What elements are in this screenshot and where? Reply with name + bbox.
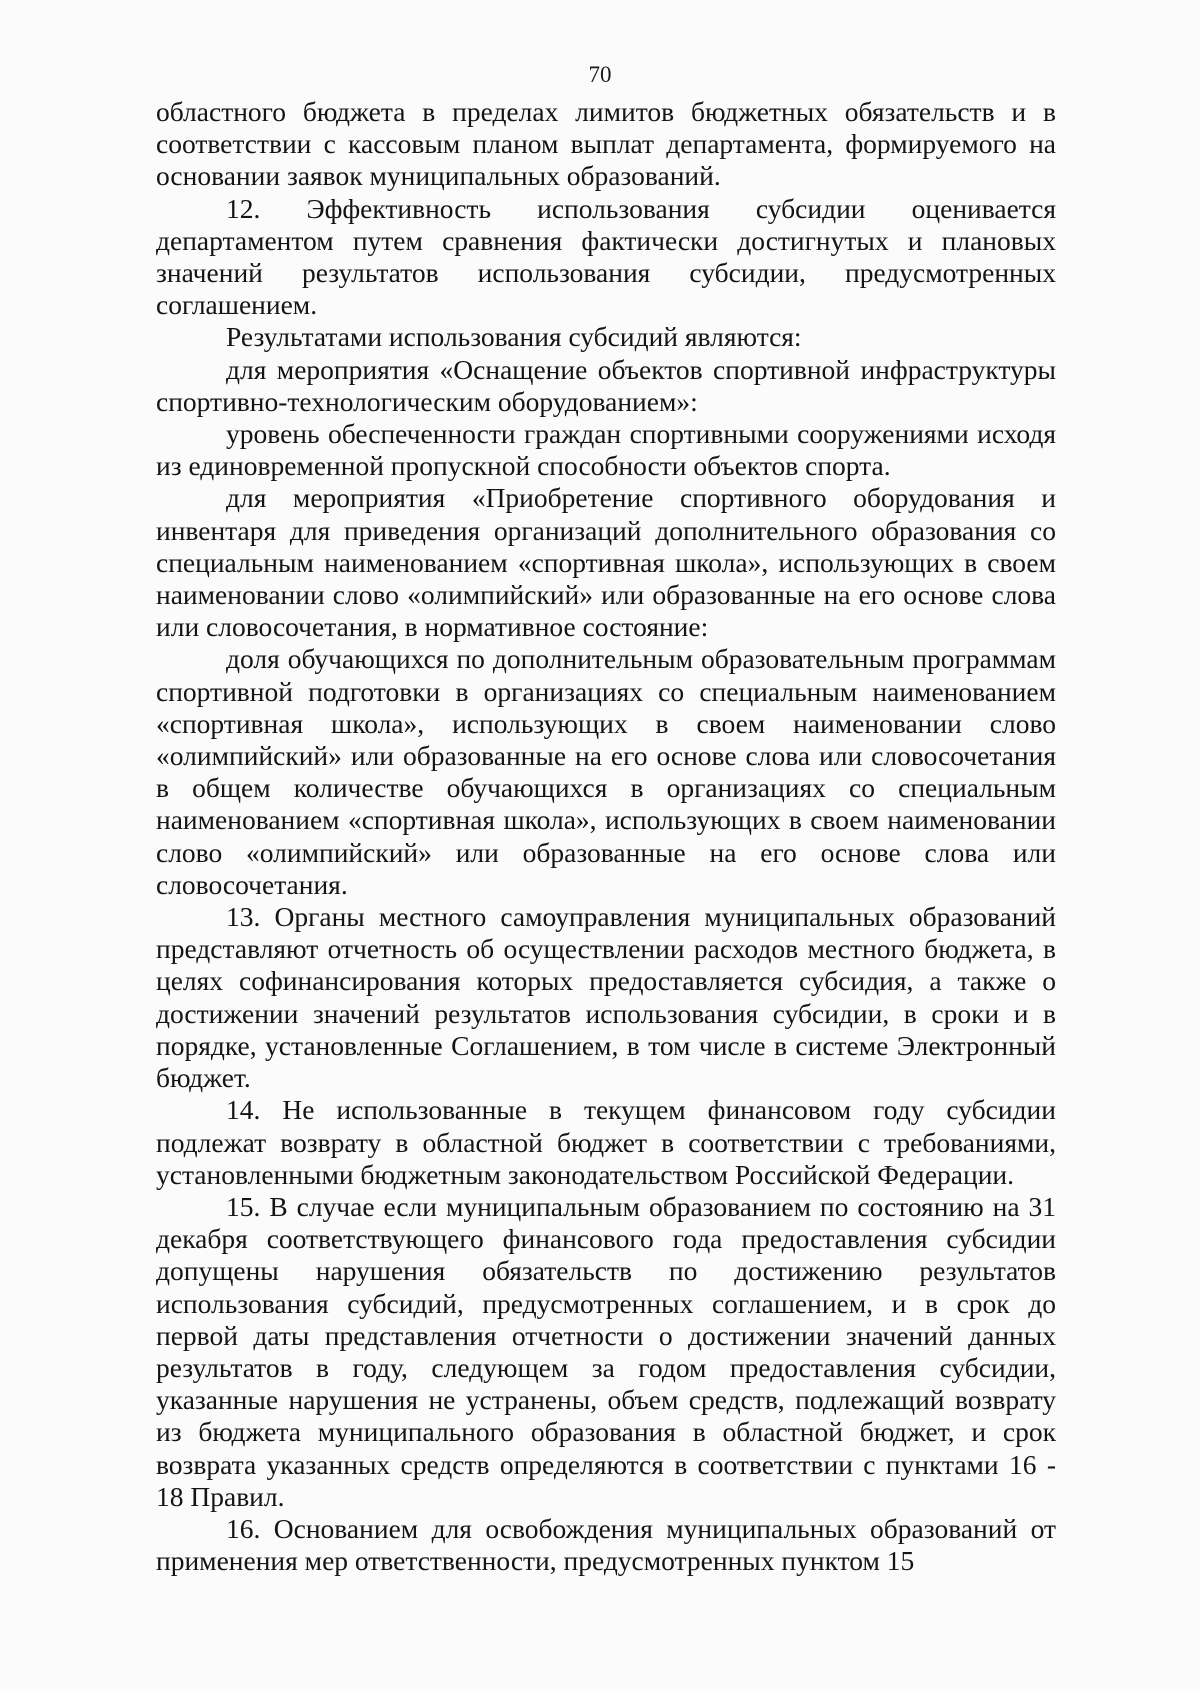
paragraph-14-unused-subsidies: 14. Не использованные в текущем финансовом году субсидии подлежат возврату в областной бюджет в соответствии с требованиями, установленными бюджетным законодательством Российской Федерации. (156, 1094, 1056, 1190)
paragraph-sports-school-activity: для мероприятия «Приобретение спортивного оборудования и инвентаря для приведения организаций дополнительного образования со специальным наименованием «спортивная школа», использующих в своем наименовании слово «олимпийский» или образованные на его основе слова или словосочетания, в нормативное состояние: (156, 482, 1056, 643)
paragraph-13-reporting: 13. Органы местного самоуправления муниципальных образований представляют отчетность об осуществлении расходов местного бюджета, в целях софинансирования которых предоставляется субсидия, а также о достижении значений результатов использования субсидии, в сроки и в порядке, установленные Соглашением, в том числе в системе Электронный бюджет. (156, 901, 1056, 1094)
paragraph-budget-limits: областного бюджета в пределах лимитов бюджетных обязательств и в соответствии с кассовым планом выплат департамента, формируемого на основании заявок муниципальных образований. (156, 96, 1056, 192)
page-number: 70 (588, 62, 612, 87)
document-body (156, 96, 1056, 1577)
paragraph-sports-school-result: доля обучающихся по дополнительным образовательным программам спортивной подготовки в организациях со специальным наименованием «спортивная школа», использующих в своем наименовании слово «олимпийский» или образованные на его основе слова или словосочетания в общем количестве обучающихся в организациях со специальным наименованием «спортивная школа», использующих в своем наименовании слово «олимпийский» или образованные на его основе слова или словосочетания. (156, 643, 1056, 900)
paragraph-equipment-activity: для мероприятия «Оснащение объектов спортивной инфраструктуры спортивно-технологическим оборудованием»: (156, 353, 1056, 417)
paragraph-results-intro: Результатами использования субсидий являются: (226, 321, 802, 353)
paragraph-15-violations: 15. В случае если муниципальным образованием по состоянию на 31 декабря соответствующего финансового года предоставления субсидии допущены нарушения обязательств по достижению результатов использования субсидий, предусмотренных соглашением, и в срок до первой даты представления отчетности о достижении значений данных результатов в году, следующем за годом предоставления субсидии, указанные нарушения не устранены, объем средств, подлежащий возврату из бюджета муниципального образования в областной бюджет, и срок возврата указанных средств определяются в соответствии с пунктами 16 - 18 Правил. (156, 1190, 1056, 1512)
paragraph-equipment-result: уровень обеспеченности граждан спортивными сооружениями исходя из единовременной пропускной способности объектов спорта. (156, 418, 1056, 482)
paragraph-16-exemption: 16. Основанием для освобождения муниципальных образований от применения мер ответственности, предусмотренных пунктом 15 (156, 1512, 1056, 1577)
paragraph-12-efficiency: 12. Эффективность использования субсидии оценивается департаментом путем сравнения фактически достигнутых и плановых значений результатов использования субсидии, предусмотренных соглашением. (156, 192, 1056, 321)
